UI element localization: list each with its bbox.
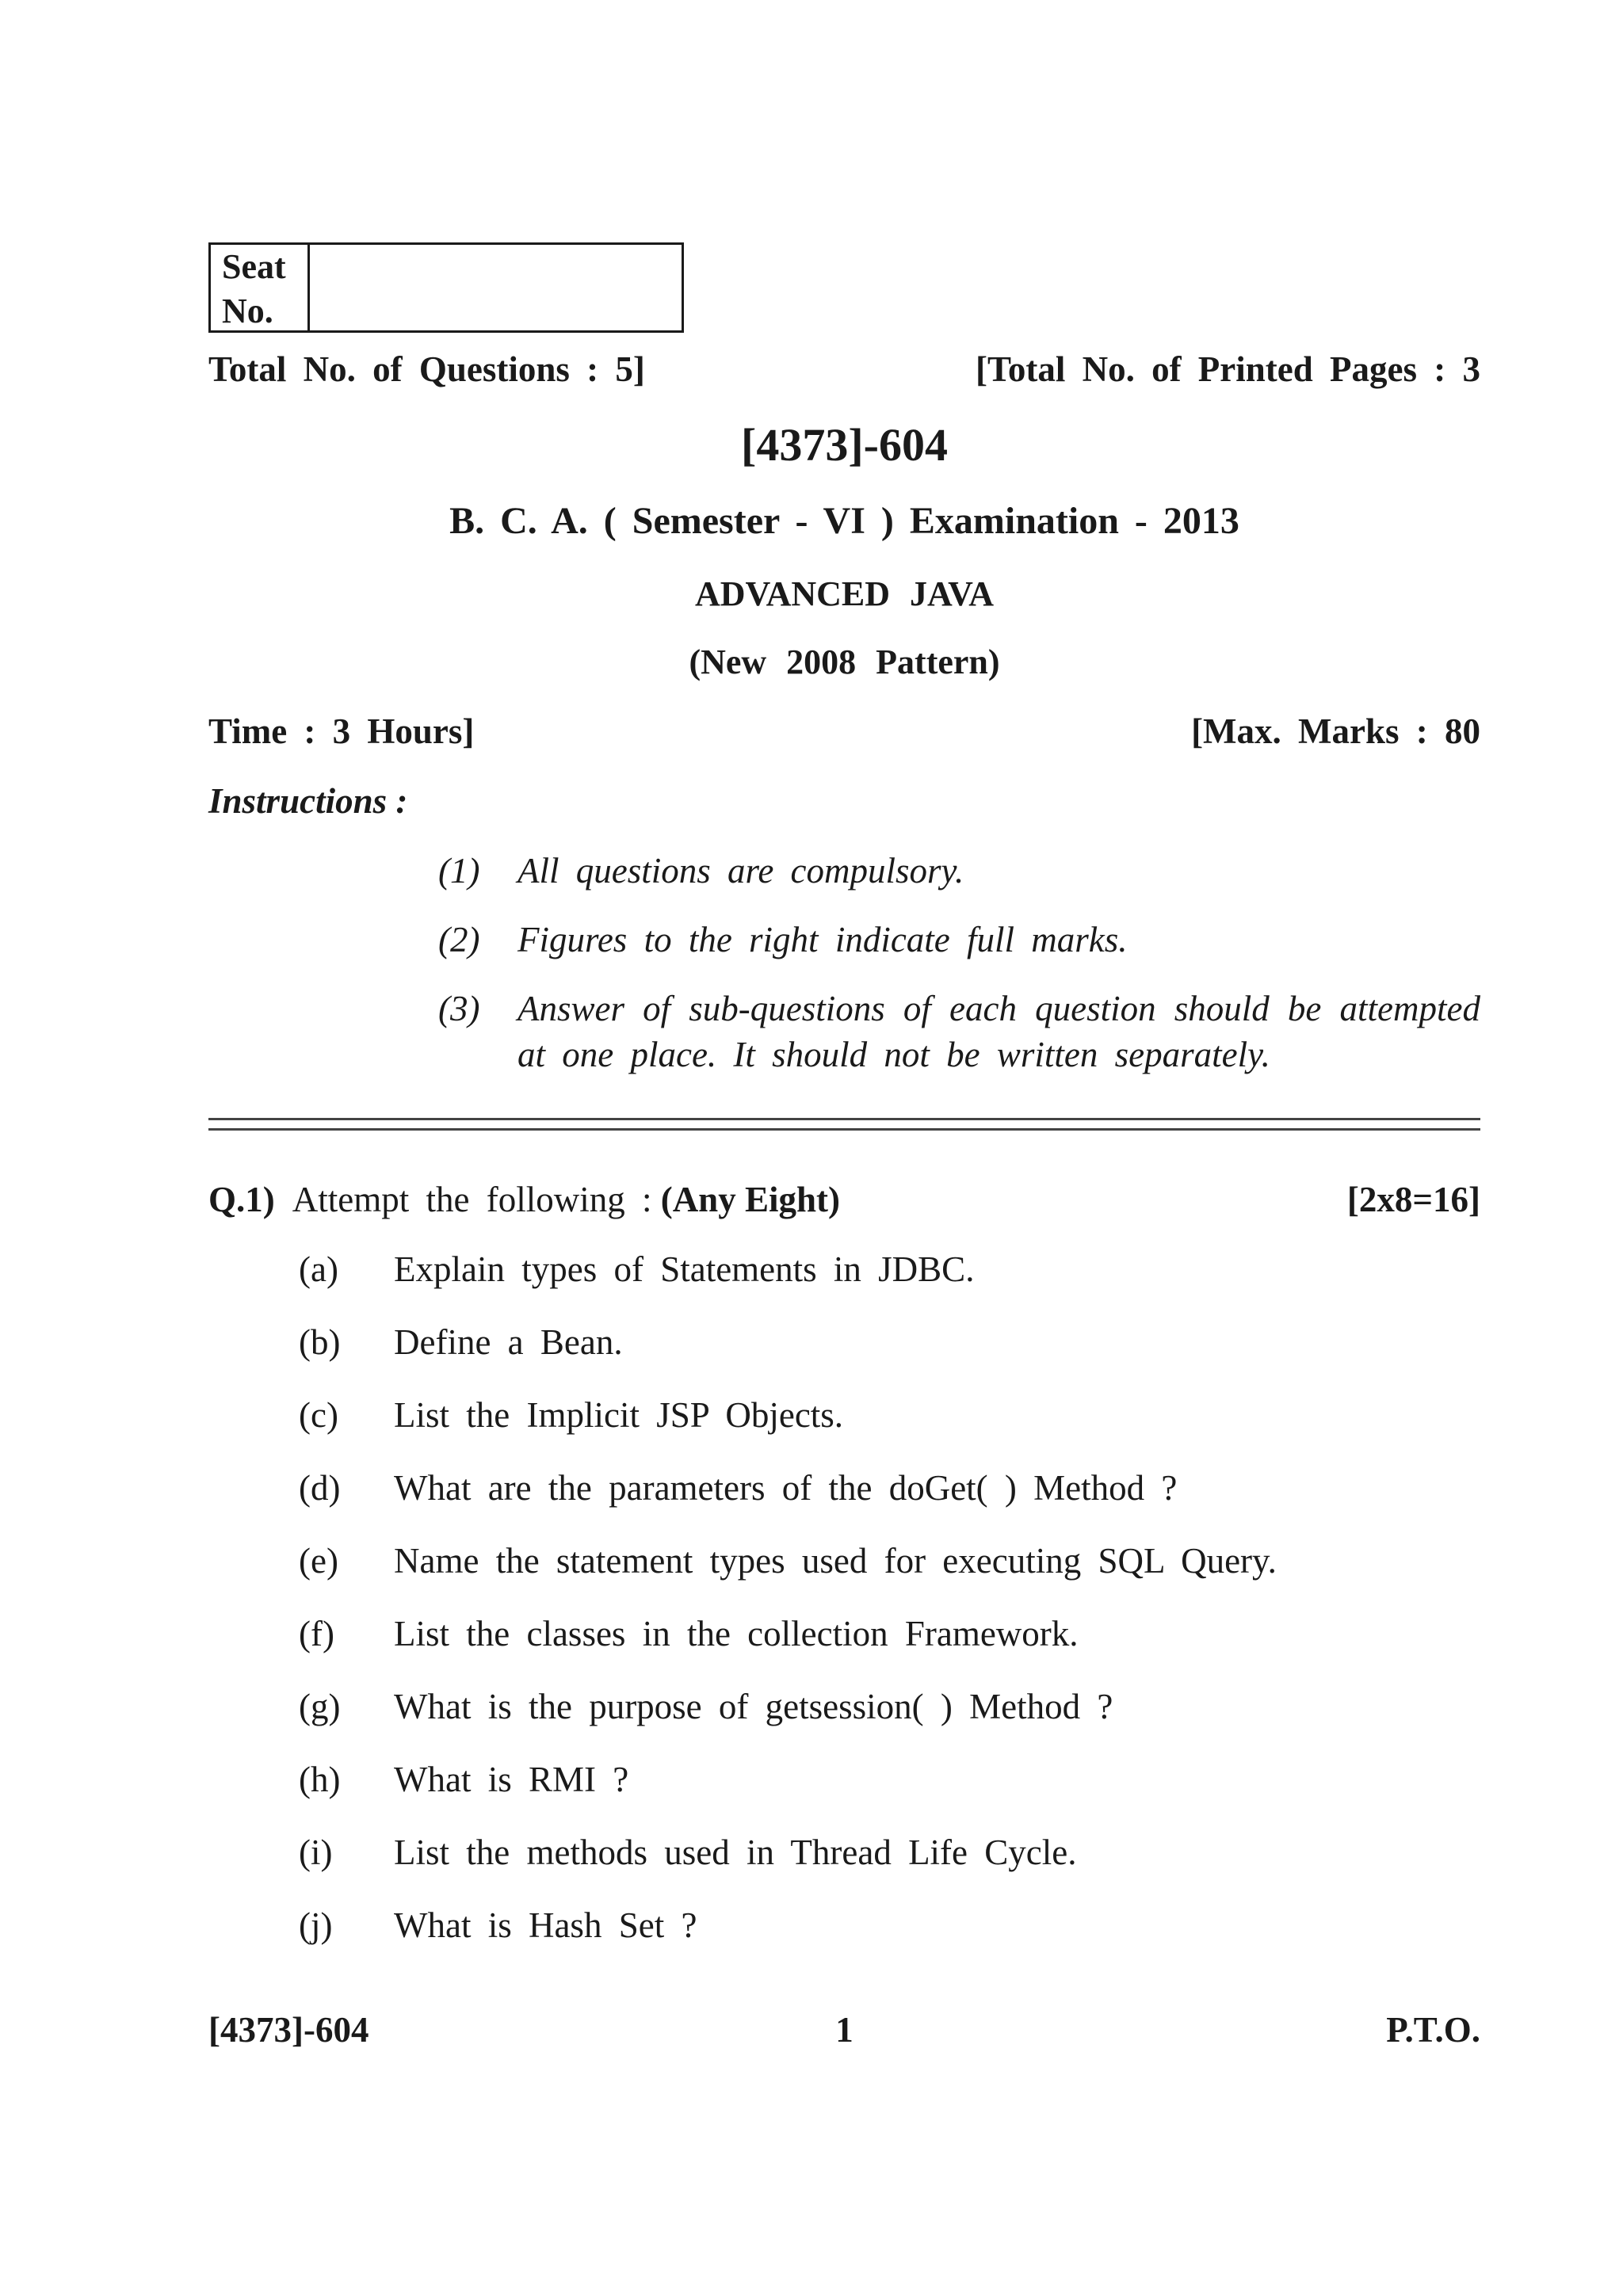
question-marks: [2x8=16] [1346, 1180, 1480, 1219]
footer-paper-code: [4373]-604 [208, 2010, 369, 2050]
question-number: Q.1) [208, 1180, 275, 1219]
list-item [299, 1905, 1480, 1978]
page-footer [208, 2009, 1480, 2050]
item-label: (f) [299, 1614, 334, 1653]
item-label: (g) [299, 1687, 341, 1726]
item-label: (c) [299, 1395, 338, 1435]
question-instruction: Attempt the following : [292, 1180, 652, 1219]
instruction-number: (3) [438, 989, 480, 1028]
item-label: (b) [299, 1322, 341, 1362]
instruction-item [438, 848, 1480, 894]
instruction-number: (2) [438, 920, 480, 959]
paper-code: [4373]-604 [741, 419, 948, 471]
seat-label-line2: No. [222, 292, 273, 330]
instructions-title: Instructions : [208, 781, 408, 821]
time-marks-row [208, 711, 1480, 752]
instruction-number: (1) [438, 851, 480, 891]
item-label: (h) [299, 1760, 341, 1799]
instruction-text: Answer of sub-questions of each question should be attempted at one place. It should not be written separately. [517, 989, 1480, 1074]
item-text: What are the parameters of the doGet( ) Method ? [394, 1468, 1178, 1508]
item-label: (i) [299, 1833, 333, 1872]
time-allowed: Time : 3 Hours] [208, 711, 475, 751]
item-text: List the Implicit JSP Objects. [394, 1395, 844, 1435]
divider-line-bottom [208, 1128, 1480, 1131]
seat-label-line1: Seat [222, 247, 286, 286]
list-item [299, 1394, 1480, 1467]
item-text: List the classes in the collection Framework. [394, 1614, 1079, 1653]
list-item [299, 1759, 1480, 1832]
list-item [299, 1467, 1480, 1540]
item-text: What is RMI ? [394, 1760, 629, 1799]
instructions-list [438, 848, 1480, 1100]
instruction-item [438, 917, 1480, 963]
item-text: Explain types of Statements in JDBC. [394, 1249, 975, 1289]
item-text: Name the statement types used for executing SQL Query. [394, 1541, 1277, 1581]
footer-pto: P.T.O. [1386, 2010, 1480, 2050]
instruction-text: Figures to the right indicate full marks. [517, 920, 1128, 959]
subject-title: ADVANCED JAVA [694, 574, 995, 613]
item-label: (j) [299, 1905, 333, 1945]
total-questions: Total No. of Questions : 5] [208, 349, 645, 389]
header-meta-row [208, 349, 1480, 390]
list-item [299, 1613, 1480, 1686]
max-marks: [Max. Marks : 80 [1191, 711, 1480, 751]
instruction-item [438, 986, 1480, 1077]
seat-number-field [310, 245, 682, 330]
item-text: List the methods used in Thread Life Cycle. [394, 1833, 1077, 1872]
list-item [299, 1832, 1480, 1905]
list-item [299, 1322, 1480, 1394]
page-number: 1 [835, 2010, 854, 2050]
instruction-text: All questions are compulsory. [517, 851, 964, 891]
list-item [299, 1249, 1480, 1322]
total-pages: [Total No. of Printed Pages : 3 [975, 349, 1480, 389]
divider-line-top [208, 1118, 1480, 1120]
list-item [299, 1540, 1480, 1613]
seat-number-label [211, 245, 310, 330]
item-label: (a) [299, 1249, 338, 1289]
question-qualifier: (Any Eight) [660, 1180, 840, 1219]
item-label: (e) [299, 1541, 338, 1581]
pattern: (New 2008 Pattern) [689, 643, 1000, 681]
list-item [299, 1686, 1480, 1759]
seat-number-box [208, 242, 684, 333]
exam-name: B. C. A. ( Semester - VI ) Examination - 2013 [449, 500, 1239, 542]
item-label: (d) [299, 1468, 341, 1508]
question-1-items [299, 1249, 1480, 1978]
question-1-header [208, 1179, 1480, 1220]
item-text: What is the purpose of getsession( ) Method ? [394, 1687, 1113, 1726]
item-text: What is Hash Set ? [394, 1905, 697, 1945]
item-text: Define a Bean. [394, 1322, 623, 1362]
